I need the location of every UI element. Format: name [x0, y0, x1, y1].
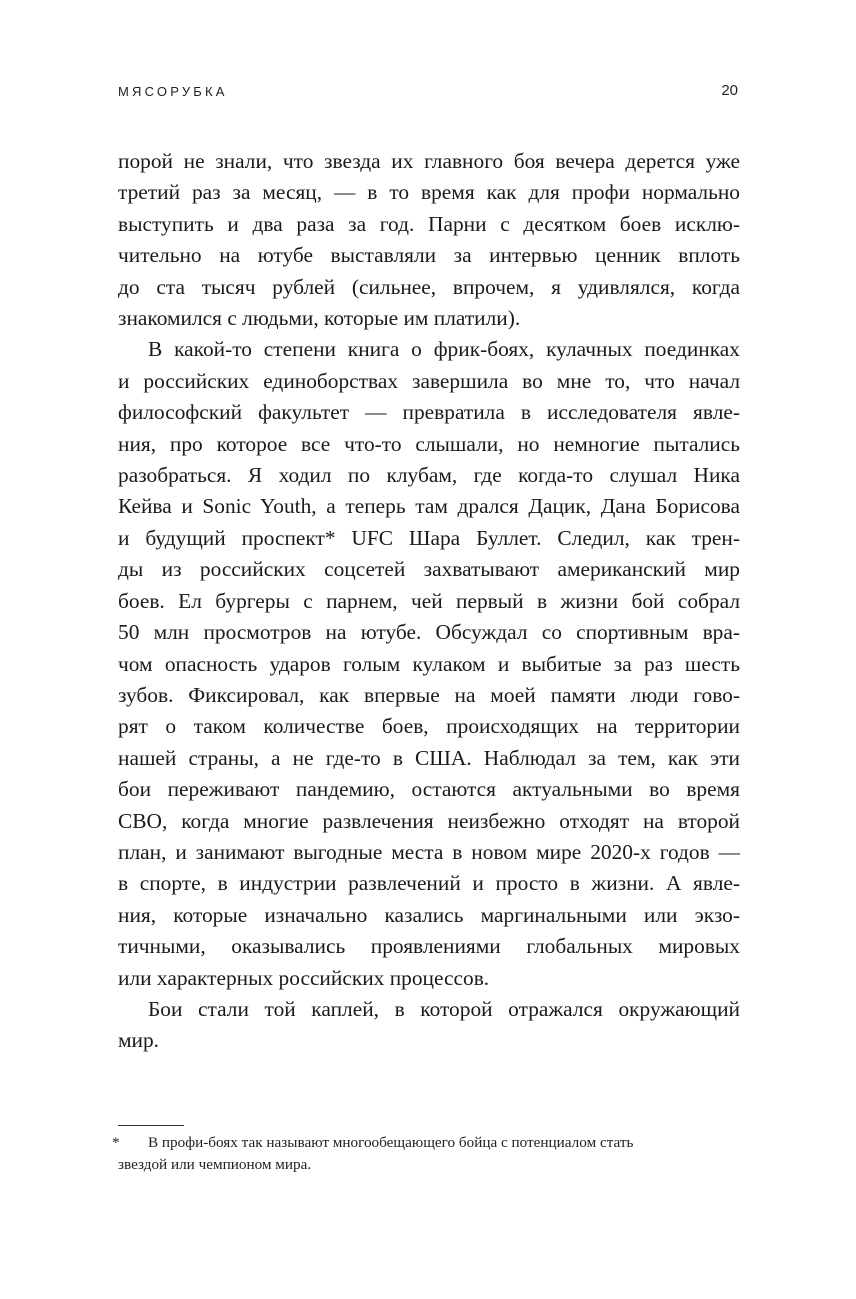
footnote-marker: *	[112, 1134, 120, 1151]
running-title: МЯСОРУБКА	[118, 84, 228, 99]
body-text	[118, 146, 740, 1057]
text-line: философский факультет — превратила в исследователя явле-	[118, 400, 740, 425]
text-line: или характерных российских процессов.	[118, 965, 490, 990]
footnote	[112, 1132, 740, 1176]
text-line: порой не знали, что звезда их главного боя вечера дерется уже	[118, 149, 740, 173]
text-line: до ста тысяч рублей (сильнее, впрочем, я удивлялся, когда	[118, 274, 740, 299]
text-line: Кейва и Sonic Youth, а теперь там дрался Дацик, Дана Борисова	[118, 494, 740, 519]
text-line: боев. Ел бургеры с парнем, чей первый в жизни бой собрал	[118, 588, 740, 613]
text-line: выступить и два раза за год. Парни с десятком боев исклю-	[118, 211, 740, 236]
text-line: В какой-то степени книга о фрик-боях, кулачных поединках	[148, 337, 740, 362]
paragraph-2	[118, 334, 740, 994]
text-line: третий раз за месяц, — в то время как для профи нормально	[118, 180, 740, 205]
text-line: знакомился с людьми, которые им платили).	[118, 306, 521, 331]
text-line: СВО, когда многие развлечения неизбежно отходят на второй	[118, 808, 740, 833]
text-line: Бои стали той каплей, в которой отражался окружающий	[148, 996, 740, 1021]
text-line: в спорте, в индустрии развлечений и просто в жизни. А явле-	[118, 871, 740, 896]
text-line: ды из российских соцсетей захватывают американский мир	[118, 557, 740, 582]
text-line: план, и занимают выгодные места в новом мире 2020-х годов —	[118, 839, 740, 864]
text-line: 50 млн просмотров на ютубе. Обсуждал со спортивным вра-	[118, 620, 740, 645]
footnote-line-1	[112, 1132, 740, 1154]
text-line: тичными, оказывались проявлениями глобальных мировых	[118, 934, 740, 959]
text-line: бои переживают пандемию, остаются актуальными во время	[118, 777, 740, 802]
page-number: 20	[721, 82, 738, 99]
paragraph-3	[118, 994, 740, 1057]
text-line: разобраться. Я ходил по клубам, где когда-то слушал Ника	[118, 463, 740, 488]
footnote-divider	[118, 1125, 184, 1126]
text-line: и будущий проспект* UFC Шара Буллет. Следил, как трен-	[118, 525, 740, 550]
text-line: чом опасность ударов голым кулаком и выбитые за раз шесть	[118, 651, 740, 676]
text-line: ния, про которое все что-то слышали, но немногие пытались	[118, 431, 740, 456]
footnote-text: В профи-боях так называют многообещающего бойца с потенциалом стать	[148, 1134, 634, 1151]
footnote-line-2: звездой или чемпионом мира.	[118, 1156, 312, 1173]
text-line: зубов. Фиксировал, как впервые на моей памяти люди гово-	[118, 682, 740, 707]
paragraph-1	[118, 146, 740, 334]
text-line: мир.	[118, 1028, 160, 1053]
text-line: чительно на ютубе выставляли за интервью ценник вплоть	[118, 243, 740, 268]
text-line: нашей страны, а не где-то в США. Наблюдал за тем, как эти	[118, 745, 740, 770]
text-line: и российских единоборствах завершила во мне то, что начал	[118, 368, 740, 393]
text-line: ния, которые изначально казались маргинальными или экзо-	[118, 902, 740, 927]
text-line: рят о таком количестве боев, происходящих на территории	[118, 714, 740, 739]
